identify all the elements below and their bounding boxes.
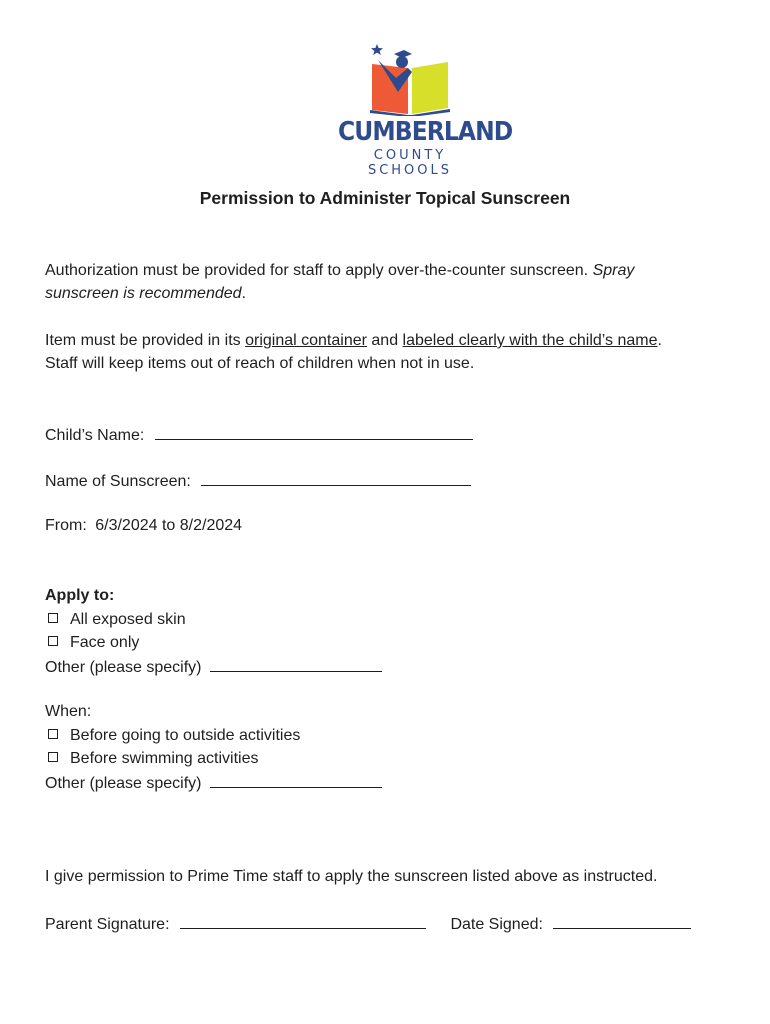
item-text-end: .	[657, 332, 662, 349]
parent-signature-label: Parent Signature:	[45, 916, 170, 933]
child-name-blank[interactable]	[155, 425, 473, 440]
date-signed-label: Date Signed:	[450, 916, 543, 933]
signature-row	[45, 914, 691, 934]
item-underline-labeled: labeled clearly with the child’s name	[402, 332, 658, 349]
from-value: 6/3/2024 to 8/2/2024	[95, 517, 243, 534]
apply-other-label: Other (please specify)	[45, 659, 202, 676]
from-label: From:	[45, 517, 87, 534]
apply-other-field	[45, 657, 382, 677]
cumberland-county-schools-logo	[330, 42, 513, 178]
checkbox-icon[interactable]	[48, 729, 58, 739]
parent-signature-blank[interactable]	[180, 914, 426, 929]
intro-period: .	[241, 285, 246, 302]
apply-option-face[interactable]	[45, 634, 139, 652]
intro-text: Authorization must be provided for staff to apply over-the-counter sunscreen.	[45, 262, 589, 279]
when-other-blank[interactable]	[210, 773, 382, 788]
date-signed-blank[interactable]	[553, 914, 691, 929]
item-text-line2: Staff will keep items out of reach of children when not in use.	[45, 355, 475, 372]
item-text-mid: and	[366, 332, 403, 349]
apply-other-blank[interactable]	[210, 657, 382, 672]
logo-wordmark: CUMBERLAND	[338, 117, 513, 147]
when-option-label: Before swimming activities	[70, 750, 259, 767]
apply-to-heading: Apply to:	[45, 587, 115, 604]
when-option-label: Before going to outside activities	[70, 727, 301, 744]
sunscreen-name-field	[45, 471, 471, 491]
intro-paragraph	[45, 259, 634, 305]
checkbox-icon[interactable]	[48, 636, 58, 646]
intro-italic: Spray	[592, 262, 635, 279]
date-range-field	[45, 517, 242, 535]
logo-subtitle: COUNTY SCHOOLS	[367, 148, 453, 178]
sunscreen-name-label: Name of Sunscreen:	[45, 473, 191, 490]
checkbox-icon[interactable]	[48, 613, 58, 623]
child-name-field	[45, 425, 473, 445]
child-name-label: Child’s Name:	[45, 427, 145, 444]
item-underline-original-container: original container	[245, 332, 367, 349]
book-graduate-logo-icon	[368, 42, 452, 116]
when-option-outside[interactable]	[45, 727, 300, 745]
sunscreen-name-blank[interactable]	[201, 471, 471, 486]
checkbox-icon[interactable]	[48, 752, 58, 762]
document-title: Permission to Administer Topical Sunscreen	[199, 188, 571, 208]
when-option-swimming[interactable]	[45, 750, 259, 768]
apply-option-all-skin[interactable]	[45, 611, 186, 629]
when-other-label: Other (please specify)	[45, 775, 202, 792]
when-other-field	[45, 773, 382, 793]
when-heading: When:	[45, 703, 92, 720]
permission-statement: I give permission to Prime Time staff to apply the sunscreen listed above as instructed.	[45, 868, 658, 885]
apply-option-label: All exposed skin	[70, 611, 186, 628]
apply-option-label: Face only	[70, 634, 140, 651]
item-paragraph	[45, 329, 662, 375]
item-text-pre: Item must be provided in its	[45, 332, 246, 349]
intro-italic-line2: sunscreen is recommended	[45, 285, 242, 302]
